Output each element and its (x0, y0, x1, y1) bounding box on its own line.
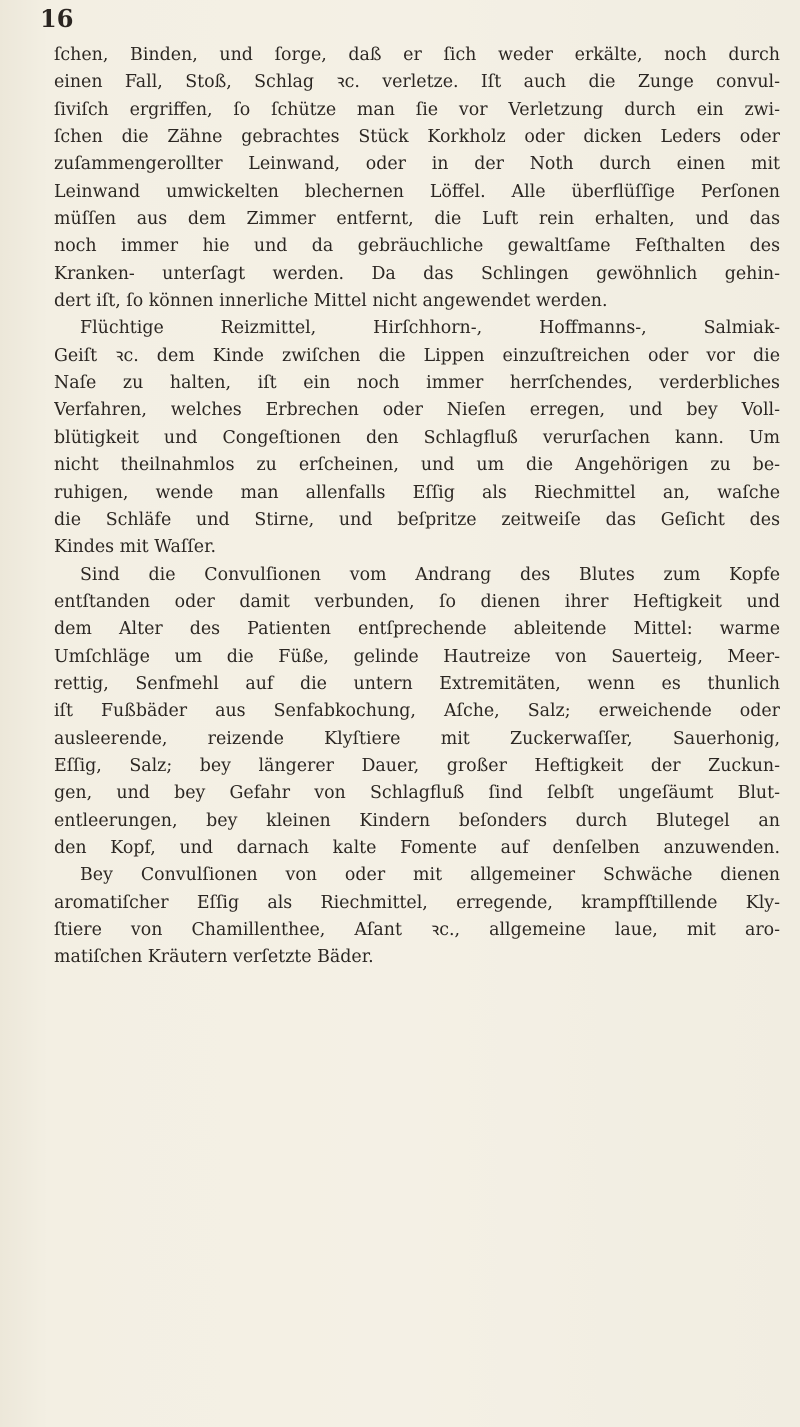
text-line: gen, und bey Gefahr von Schlagfluß ſind ſelbſt ungeſäumt Blut- (54, 783, 780, 804)
text-line: entſtanden oder damit verbunden, ſo dienen ihrer Heftigkeit und (54, 591, 780, 612)
text-line: Bey Convulſionen von oder mit allgemeiner Schwäche dienen (80, 865, 780, 886)
text-line: dert iſt, ſo können innerliche Mittel nicht angewendet werden. (54, 291, 608, 312)
text-line: müſſen aus dem Zimmer entfernt, die Luft rein erhalten, und das (54, 209, 780, 230)
text-line: ruhigen, wende man allenfalls Eſſig als Riechmittel an, waſche (54, 482, 780, 503)
text-line: Flüchtige Reizmittel, Hirſchhorn-, Hoffmanns-, Salmiak- (80, 318, 780, 339)
text-line: Kindes mit Waſſer. (54, 537, 217, 558)
text-line: ausleerende, reizende Klyſtiere mit Zuckerwaſſer, Sauerhonig, (54, 728, 780, 749)
text-line: blütigkeit und Congeſtionen den Schlagfluß verurſachen kann. Um (54, 427, 780, 448)
body-text (54, 42, 780, 972)
text-line: matiſchen Kräutern verſetzte Bäder. (54, 947, 374, 968)
text-line: ſchen, Binden, und ſorge, daß er ſich weder erkälte, noch durch (54, 45, 780, 65)
text-line: Eſſig, Salz; bey längerer Dauer, großer Heftigkeit der Zuckun- (54, 755, 780, 776)
text-line: Kranken- unterſagt werden. Da das Schlingen gewöhnlich gehin- (54, 263, 780, 284)
text-line: die Schläfe und Stirne, und beſpritze zeitweiſe das Geſicht des (54, 509, 780, 530)
text-line: Umſchläge um die Füße, gelinde Hautreize von Sauerteig, Meer- (54, 646, 780, 667)
text-line: den Kopf, und darnach kalte Fomente auf denſelben anzuwenden. (54, 837, 780, 858)
text-line: ſtiere von Chamillenthee, Aſant ꝛc., allgemeine laue, mit aro- (54, 920, 780, 940)
text-line: ſchen die Zähne gebrachtes Stück Korkholz oder dicken Leders oder (54, 127, 780, 148)
text-line: einen Fall, Stoß, Schlag ꝛc. verletze. Iſt auch die Zunge convul- (54, 72, 780, 93)
text-line: Sind die Convulſionen vom Andrang des Blutes zum Kopfe (80, 564, 780, 585)
text-line: Geiſt ꝛc. dem Kinde zwiſchen die Lippen einzuſtreichen oder vor die (54, 345, 780, 366)
page-number: 16 (40, 4, 74, 33)
text-line: nicht theilnahmlos zu erſcheinen, und um die Angehörigen zu be- (54, 455, 780, 476)
text-line: ſiviſch ergriffen, ſo ſchütze man ſie vor Verletzung durch ein zwi- (54, 99, 780, 120)
text-line: iſt Fußbäder aus Senfabkochung, Aſche, Salz; erweichende oder (54, 701, 780, 722)
text-line: dem Alter des Patienten entſprechende ableitende Mittel: warme (54, 619, 780, 640)
text-line: Verfahren, welches Erbrechen oder Nieſen erregen, und bey Voll- (54, 400, 780, 421)
text-line: noch immer hie und da gebräuchliche gewaltſame Feſthalten des (54, 236, 780, 257)
text-line: rettig, Senfmehl auf die untern Extremitäten, wenn es thunlich (54, 673, 780, 694)
text-line: Leinwand umwickelten blechernen Löffel. Alle überflüſſige Perſonen (54, 181, 780, 202)
text-line: aromatiſcher Eſſig als Riechmittel, erregende, krampfſtillende Kly- (54, 892, 780, 913)
text-line: entleerungen, bey kleinen Kindern beſonders durch Blutegel an (54, 810, 780, 831)
text-line: Naſe zu halten, iſt ein noch immer herrſchendes, verderbliches (54, 373, 780, 394)
text-line: zuſammengerollter Leinwand, oder in der Noth durch einen mit (54, 154, 780, 175)
